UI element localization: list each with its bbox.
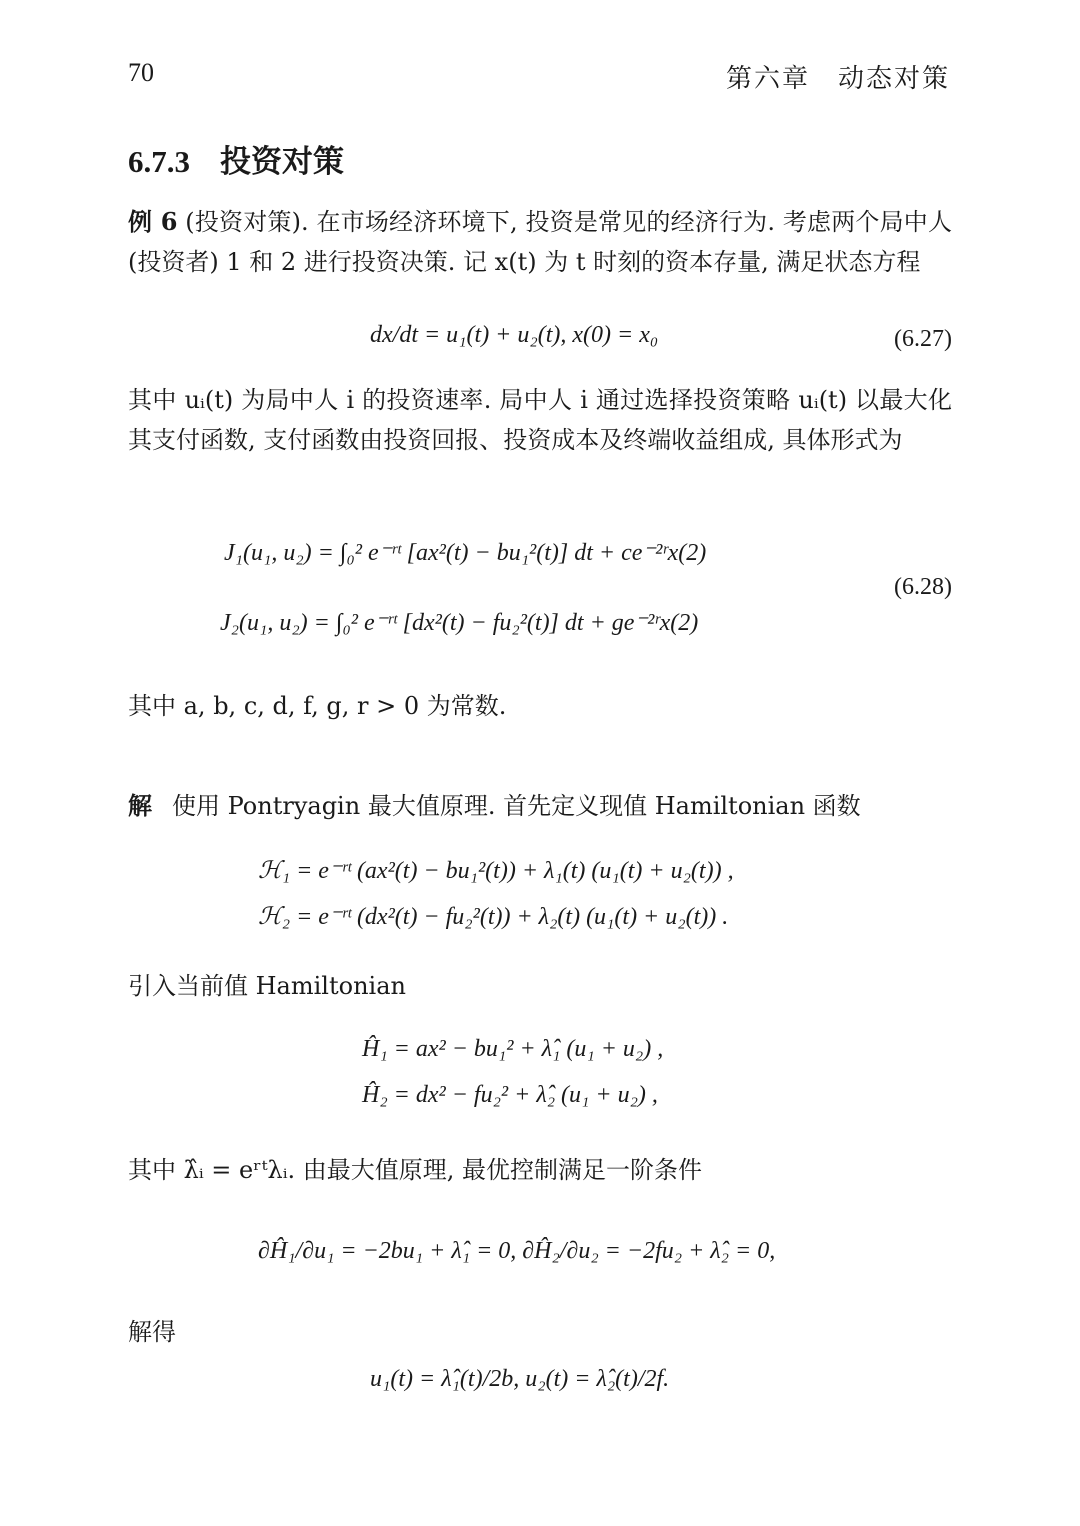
equation-optimal-controls: u₁(t) = λ̂₁(t)/2b, u₂(t) = λ̂₂(t)/2f. [370, 1366, 670, 1392]
example-text-3: 其中 a, b, c, d, f, g, r > 0 为常数. [128, 692, 507, 720]
example-label: 例 6 [128, 207, 178, 236]
equation-h1: ℋ₁ = e⁻ʳᵗ (ax²(t) − bu₁²(t)) + λ₁(t) (u₁(t) + u₂(t)) , [258, 858, 734, 884]
equation-6-27: dx/dt = u₁(t) + u₂(t), x(0) = x₀ [370, 322, 659, 348]
equation-6-28-j1: J₁(u₁, u₂) = ∫₀² e⁻ʳᵗ [ax²(t) − bu₁²(t)] dt + ce⁻²ʳx(2) [224, 540, 707, 566]
solution-text-4: 解得 [128, 1318, 176, 1346]
solution-text-3: 其中 λ̂ᵢ = eʳᵗλᵢ. 由最大值原理, 最优控制满足一阶条件 [128, 1156, 703, 1184]
solution-paragraph [128, 786, 952, 826]
page-number: 70 [128, 58, 154, 87]
section-title [128, 136, 344, 181]
equation-h2: ℋ₂ = e⁻ʳᵗ (dx²(t) − fu₂²(t)) + λ₂(t) (u₁(t) + u₂(t)) . [258, 904, 729, 930]
solution-label: 解 [128, 791, 152, 820]
equation-hat-h1: Ĥ₁ = ax² − bu₁² + λ̂₁ (u₁ + u₂) , [362, 1036, 664, 1062]
equation-first-order-conditions: ∂Ĥ₁/∂u₁ = −2bu₁ + λ̂₁ = 0, ∂Ĥ₂/∂u₂ = −2fu₂ + λ̂₂ = 0, [258, 1238, 776, 1264]
equation-tag-6-27: (6.27) [894, 326, 952, 352]
example-text-1: 在市场经济环境下, 投资是常见的经济行为. 考虑两个局中人 (投资者) 1 和 2 进行投资决策. 记 x(t) 为 t 时刻的资本存量, 满足状态方程 [128, 208, 952, 276]
equation-6-28-j2: J₂(u₁, u₂) = ∫₀² e⁻ʳᵗ [dx²(t) − fu₂²(t)] dt + ge⁻²ʳx(2) [220, 610, 699, 636]
example-text-2: 其中 uᵢ(t) 为局中人 i 的投资速率. 局中人 i 通过选择投资策略 uᵢ(t) 以最大化其支付函数, 支付函数由投资回报、投资成本及终端收益组成, 具体形式为 [128, 386, 952, 454]
running-head: 第六章 动态对策 [725, 64, 950, 94]
example-paragraph [128, 202, 952, 282]
section-number: 6.7.3 [128, 144, 190, 179]
equation-hat-h2: Ĥ₂ = dx² − fu₂² + λ̂₂ (u₁ + u₂) , [362, 1082, 658, 1108]
section-name: 投资对策 [220, 144, 344, 180]
solution-text-1: 使用 Pontryagin 最大值原理. 首先定义现值 Hamiltonian 函数 [172, 792, 861, 820]
solution-text-2: 引入当前值 Hamiltonian [128, 972, 406, 1000]
equation-tag-6-28: (6.28) [894, 574, 952, 600]
example-title: (投资对策). [185, 208, 309, 236]
